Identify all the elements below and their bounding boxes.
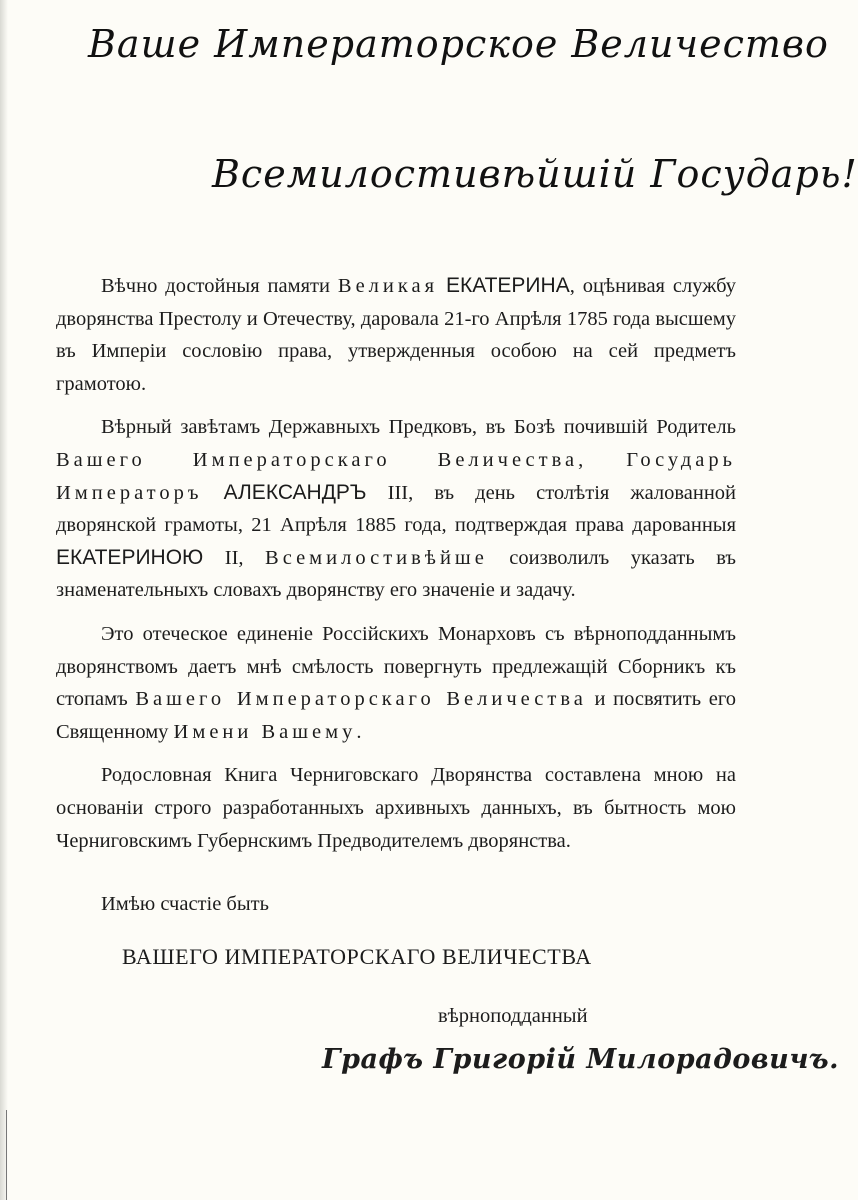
text-segment: III, въ день столѣтія жалованной дворянской грамоты, 21 Апрѣля 1885 года, подтверждая права дарованныя bbox=[56, 481, 737, 537]
text-segment: Великая bbox=[337, 275, 439, 297]
text-segment: Вашего Императорскаго Величества bbox=[135, 688, 587, 711]
text-segment: Вѣрный завѣтамъ Державныхъ Предковъ, въ Бозѣ почившій Родитель bbox=[101, 416, 736, 439]
text-segment bbox=[438, 275, 446, 297]
text-segment: и посвятить его Священному bbox=[56, 688, 736, 743]
text-segment: Это отеческое единеніе Россійскихъ Монарховъ съ вѣрноподданнымъ дворянствомъ даетъ мнѣ смѣлость повергнуть предлежащій Сборникъ къ стопамъ bbox=[56, 622, 736, 711]
salutation-address: Всемилостивѣйшій Государь! bbox=[212, 152, 858, 196]
paragraph bbox=[56, 618, 736, 748]
text-segment: . bbox=[356, 720, 362, 743]
paragraph bbox=[56, 411, 736, 607]
text-segment: , оцѣнивая службу дворянства Престолу и Отечеству, даровала 21-го Апрѣля 1785 года высшему въ Имперіи сословію права, утвержденныя особою на сей предметъ грамотою. bbox=[56, 275, 737, 395]
text-segment: ЕКАТЕРИНОЮ bbox=[56, 545, 204, 569]
page-edge bbox=[0, 0, 8, 1200]
closing-greeting: Имѣю счастіе быть bbox=[101, 893, 269, 915]
closing-majesty: ВАШЕГО ИМПЕРАТОРСКАГО ВЕЛИЧЕСТВА bbox=[122, 944, 592, 969]
text-segment: соизволилъ указать въ знаменательныхъ словахъ дворянству его значеніе и задачу. bbox=[56, 546, 736, 602]
text-segment: II, bbox=[203, 546, 266, 569]
text-segment: АЛЕКСАНДРЪ bbox=[223, 480, 367, 504]
closing-subject: вѣрноподданный bbox=[438, 1005, 588, 1027]
text-segment: Всемилостивѣйше bbox=[265, 546, 488, 569]
dedication-body bbox=[56, 270, 736, 868]
text-segment: , bbox=[578, 448, 627, 471]
paragraph bbox=[56, 759, 736, 857]
text-segment: Имени Вашему bbox=[173, 720, 357, 743]
text-segment bbox=[202, 482, 223, 504]
salutation-title: Ваше Императорское Величество bbox=[88, 22, 829, 66]
text-segment: Вашего Императорскаго Величества bbox=[56, 448, 579, 471]
signature: Графъ Григорій Милорадовичъ. bbox=[322, 1044, 840, 1075]
paragraph bbox=[56, 270, 736, 400]
text-segment: Вѣчно достойныя памяти bbox=[101, 275, 338, 297]
text-segment: ЕКАТЕРИНА bbox=[445, 274, 570, 297]
text-segment: Родословная Книга Черниговскаго Дворянства составлена мною на основаніи строго разработанныхъ архивныхъ данныхъ, въ бытность мою Черниговскимъ Губернскимъ Предводителемъ дворянства. bbox=[56, 764, 736, 852]
text-segment: Государь Императоръ bbox=[56, 448, 736, 504]
